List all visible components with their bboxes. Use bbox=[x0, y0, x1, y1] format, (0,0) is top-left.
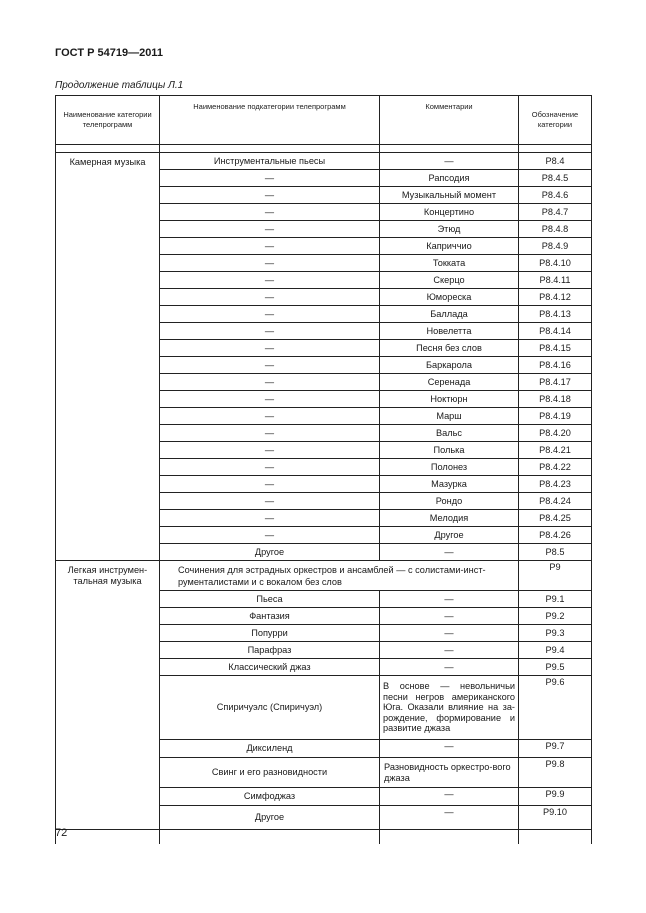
category-name-cell: Камерная музыка bbox=[56, 153, 160, 561]
comment-cell: — bbox=[380, 608, 519, 625]
subcategory-cell: — bbox=[160, 272, 380, 289]
category-code-cell: P8.4.8 bbox=[519, 221, 592, 238]
comment-cell: Новелетта bbox=[380, 323, 519, 340]
category-table bbox=[55, 95, 592, 844]
category-code-cell: P8.4.16 bbox=[519, 357, 592, 374]
category-code-cell: P8.4.5 bbox=[519, 170, 592, 187]
column-header: Наименование подкатегории телепрограмм bbox=[160, 96, 380, 145]
subcategory-cell: Фантазия bbox=[160, 608, 380, 625]
comment-cell: Ноктюрн bbox=[380, 391, 519, 408]
category-code-cell: P8.4.25 bbox=[519, 510, 592, 527]
subcategory-cell: — bbox=[160, 340, 380, 357]
comment-cell: — bbox=[380, 591, 519, 608]
comment-cell: — bbox=[380, 544, 519, 561]
subcategory-cell: Симфоджаз bbox=[160, 788, 380, 806]
subcategory-cell: — bbox=[160, 170, 380, 187]
category-code-cell: P8.4.6 bbox=[519, 187, 592, 204]
category-code-cell: P9.8 bbox=[519, 758, 592, 788]
page-number: 72 bbox=[55, 827, 68, 839]
category-code-cell: P9.6 bbox=[519, 676, 592, 740]
comment-cell: — bbox=[380, 642, 519, 659]
category-code-cell: P9 bbox=[519, 561, 592, 591]
subcategory-cell: Диксиленд bbox=[160, 740, 380, 758]
category-code-cell: P8.4.20 bbox=[519, 425, 592, 442]
category-code-cell: P8.4.12 bbox=[519, 289, 592, 306]
subcategory-cell: — bbox=[160, 442, 380, 459]
category-code-cell: P8.4.15 bbox=[519, 340, 592, 357]
subcategory-cell: — bbox=[160, 204, 380, 221]
comment-cell: Баллада bbox=[380, 306, 519, 323]
comment-cell: Каприччио bbox=[380, 238, 519, 255]
subcategory-cell: — bbox=[160, 323, 380, 340]
column-header: Обозначение категории bbox=[519, 96, 592, 145]
comment-cell: В основе — невольничьи песни негров американского Юга. Оказали влияние на за-рождение, формирование и развитие джаза bbox=[380, 676, 519, 740]
category-code-cell: P8.4.23 bbox=[519, 476, 592, 493]
category-code-cell: P8.4.19 bbox=[519, 408, 592, 425]
comment-cell: Юмореска bbox=[380, 289, 519, 306]
comment-cell: Вальс bbox=[380, 425, 519, 442]
category-code-cell: P8.4.18 bbox=[519, 391, 592, 408]
subcategory-cell: — bbox=[160, 476, 380, 493]
subcategory-cell: — bbox=[160, 527, 380, 544]
category-code-cell: P8.4.21 bbox=[519, 442, 592, 459]
category-code-cell: P8.4.9 bbox=[519, 238, 592, 255]
comment-cell: Музыкальный момент bbox=[380, 187, 519, 204]
comment-cell: Скерцо bbox=[380, 272, 519, 289]
subcategory-cell: Другое bbox=[160, 806, 380, 830]
comment-cell: Разновидность оркестро-вого джаза bbox=[380, 758, 519, 788]
subcategory-cell: — bbox=[160, 374, 380, 391]
subcategory-cell: — bbox=[160, 459, 380, 476]
comment-cell: — bbox=[380, 740, 519, 758]
category-code-cell: P8.4.10 bbox=[519, 255, 592, 272]
category-code-cell: P8.4.26 bbox=[519, 527, 592, 544]
comment-cell: Песня без слов bbox=[380, 340, 519, 357]
subcategory-cell: Пьеса bbox=[160, 591, 380, 608]
comment-cell: Мелодия bbox=[380, 510, 519, 527]
document-id: ГОСТ Р 54719—2011 bbox=[55, 47, 163, 59]
category-code-cell: P9.9 bbox=[519, 788, 592, 806]
category-code-cell: P9.7 bbox=[519, 740, 592, 758]
subcategory-intro-cell: Сочинения для эстрадных оркестров и ансамблей — с солистами-инст-рументалистами и с вокалом без слов bbox=[160, 561, 519, 591]
subcategory-cell: — bbox=[160, 391, 380, 408]
comment-cell: — bbox=[380, 659, 519, 676]
category-code-cell: P9.4 bbox=[519, 642, 592, 659]
category-code-cell: P8.4.22 bbox=[519, 459, 592, 476]
subcategory-cell: — bbox=[160, 187, 380, 204]
table-header-row bbox=[56, 96, 592, 145]
subcategory-cell: Свинг и его разновидности bbox=[160, 758, 380, 788]
category-code-cell: P9.3 bbox=[519, 625, 592, 642]
subcategory-cell: — bbox=[160, 306, 380, 323]
subcategory-cell: — bbox=[160, 510, 380, 527]
category-code-cell: P8.4.24 bbox=[519, 493, 592, 510]
comment-cell: Баркарола bbox=[380, 357, 519, 374]
comment-cell: Рондо bbox=[380, 493, 519, 510]
column-header: Комментарии bbox=[380, 96, 519, 145]
comment-cell: Марш bbox=[380, 408, 519, 425]
category-code-cell: P9.5 bbox=[519, 659, 592, 676]
comment-cell: Мазурка bbox=[380, 476, 519, 493]
subcategory-cell: — bbox=[160, 289, 380, 306]
subcategory-cell: — bbox=[160, 255, 380, 272]
category-code-cell: P8.4.14 bbox=[519, 323, 592, 340]
category-code-cell: P8.4.13 bbox=[519, 306, 592, 323]
comment-cell: Рапсодия bbox=[380, 170, 519, 187]
comment-cell: Серенада bbox=[380, 374, 519, 391]
table-row bbox=[56, 153, 592, 170]
table-caption: Продолжение таблицы Л.1 bbox=[55, 80, 184, 91]
spacer-row bbox=[56, 145, 592, 153]
comment-cell: Концертино bbox=[380, 204, 519, 221]
category-code-cell: P8.4.7 bbox=[519, 204, 592, 221]
comment-cell: — bbox=[380, 806, 519, 830]
category-code-cell: P9.10 bbox=[519, 806, 592, 830]
column-header: Наименование категории телепрограмм bbox=[56, 96, 160, 145]
subcategory-cell: Инструментальные пьесы bbox=[160, 153, 380, 170]
subcategory-cell: Попурри bbox=[160, 625, 380, 642]
category-code-cell: P8.4 bbox=[519, 153, 592, 170]
comment-cell: Полонез bbox=[380, 459, 519, 476]
subcategory-cell: — bbox=[160, 493, 380, 510]
category-code-cell: P8.5 bbox=[519, 544, 592, 561]
subcategory-cell: — bbox=[160, 221, 380, 238]
spacer-row bbox=[56, 830, 592, 845]
subcategory-cell: Классический джаз bbox=[160, 659, 380, 676]
category-code-cell: P9.2 bbox=[519, 608, 592, 625]
category-code-cell: P9.1 bbox=[519, 591, 592, 608]
category-name-cell: Легкая инструмен-тальная музыка bbox=[56, 561, 160, 830]
subcategory-cell: — bbox=[160, 357, 380, 374]
comment-cell: — bbox=[380, 153, 519, 170]
category-code-cell: P8.4.17 bbox=[519, 374, 592, 391]
category-code-cell: P8.4.11 bbox=[519, 272, 592, 289]
table-row bbox=[56, 561, 592, 591]
comment-cell: Токката bbox=[380, 255, 519, 272]
subcategory-cell: — bbox=[160, 238, 380, 255]
comment-cell: Другое bbox=[380, 527, 519, 544]
subcategory-cell: Другое bbox=[160, 544, 380, 561]
comment-cell: Полька bbox=[380, 442, 519, 459]
subcategory-cell: Парафраз bbox=[160, 642, 380, 659]
subcategory-cell: — bbox=[160, 408, 380, 425]
comment-cell: Этюд bbox=[380, 221, 519, 238]
subcategory-cell: — bbox=[160, 425, 380, 442]
comment-cell: — bbox=[380, 788, 519, 806]
subcategory-cell: Спиричуэлс (Спиричуэл) bbox=[160, 676, 380, 740]
comment-cell: — bbox=[380, 625, 519, 642]
